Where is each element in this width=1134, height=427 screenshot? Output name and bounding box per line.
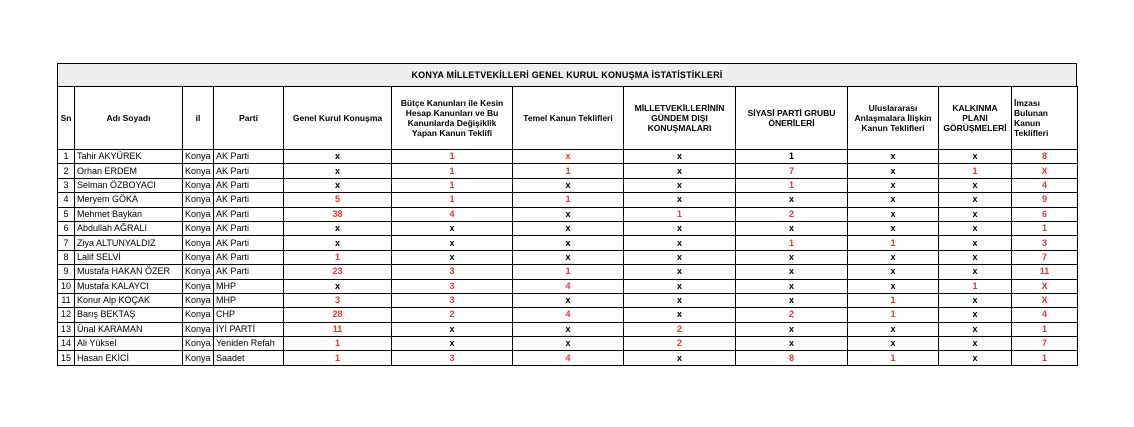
statistics-table — [57, 86, 1078, 366]
row-name: Hasan EKİCİ — [75, 351, 183, 365]
row-value-cell: x — [624, 265, 736, 279]
table-body — [58, 150, 1078, 366]
row-il: Konya — [183, 351, 214, 365]
row-value-cell: x — [736, 293, 848, 307]
row-name: Ünal KARAMAN — [75, 322, 183, 336]
row-parti: AK Parti — [214, 207, 284, 221]
row-value-cell: 1 — [284, 351, 392, 365]
row-value-cell: 3 — [392, 279, 513, 293]
row-value-cell: x — [392, 337, 513, 351]
row-value-cell: 1 — [848, 308, 939, 322]
table-row — [58, 337, 1078, 351]
row-value-cell: x — [284, 279, 392, 293]
row-value-cell: 1 — [939, 279, 1012, 293]
row-il: Konya — [183, 337, 214, 351]
row-value-cell: x — [624, 293, 736, 307]
row-sn: 14 — [58, 337, 75, 351]
row-value-cell: 7 — [1012, 337, 1078, 351]
row-value-cell: X — [1012, 164, 1078, 178]
row-value-cell: x — [736, 221, 848, 235]
table-row — [58, 351, 1078, 365]
row-sn: 6 — [58, 221, 75, 235]
row-value-cell: 1 — [513, 265, 624, 279]
row-name: Selman ÖZBOYACI — [75, 178, 183, 192]
table-title: KONYA MİLLETVEKİLLERİ GENEL KURUL KONUŞMA İSTATİSTİKLERİ — [57, 63, 1077, 86]
row-il: Konya — [183, 250, 214, 264]
row-value-cell: x — [624, 308, 736, 322]
row-value-cell: 11 — [284, 322, 392, 336]
row-value-cell: x — [848, 207, 939, 221]
table-row — [58, 164, 1078, 178]
row-sn: 15 — [58, 351, 75, 365]
row-value-cell: x — [848, 193, 939, 207]
row-value-cell: x — [848, 178, 939, 192]
row-il: Konya — [183, 193, 214, 207]
row-value-cell: 2 — [624, 337, 736, 351]
header-name: Adı Soyadı — [75, 87, 183, 150]
row-value-cell: 1 — [848, 236, 939, 250]
row-value-cell: x — [939, 250, 1012, 264]
row-value-cell: x — [848, 221, 939, 235]
row-sn: 3 — [58, 178, 75, 192]
table-row — [58, 293, 1078, 307]
row-parti: Yeniden Refah — [214, 337, 284, 351]
row-value-cell: x — [939, 293, 1012, 307]
row-value-cell: x — [736, 322, 848, 336]
row-value-cell: X — [1012, 279, 1078, 293]
row-sn: 8 — [58, 250, 75, 264]
table-row — [58, 308, 1078, 322]
header-il: il — [183, 87, 214, 150]
row-value-cell: 1 — [1012, 351, 1078, 365]
row-name: Mehmet Baykan — [75, 207, 183, 221]
row-value-cell: x — [284, 178, 392, 192]
row-value-cell: 8 — [736, 351, 848, 365]
row-sn: 4 — [58, 193, 75, 207]
row-value-cell: 4 — [513, 308, 624, 322]
row-value-cell: x — [624, 221, 736, 235]
row-value-cell: 1 — [939, 164, 1012, 178]
row-value-cell: x — [624, 279, 736, 293]
row-value-cell: 3 — [392, 351, 513, 365]
row-sn: 11 — [58, 293, 75, 307]
row-name: Meryem GÖKA — [75, 193, 183, 207]
row-parti: AK Parti — [214, 250, 284, 264]
header-gundem-disi: MİLLETVEKİLLERİNİN GÜNDEM DIŞI KONUŞMALARI — [624, 87, 736, 150]
row-value-cell: x — [736, 265, 848, 279]
row-value-cell: x — [513, 207, 624, 221]
row-value-cell: x — [392, 236, 513, 250]
row-value-cell: x — [513, 322, 624, 336]
header-imzasi: İmzası Bulunan Kanun Teklifleri — [1012, 87, 1078, 150]
row-name: Ali Yüksel — [75, 337, 183, 351]
row-il: Konya — [183, 293, 214, 307]
row-parti: MHP — [214, 293, 284, 307]
row-value-cell: 2 — [392, 308, 513, 322]
row-name: Abdullah AĞRALI — [75, 221, 183, 235]
row-parti: İYİ PARTİ — [214, 322, 284, 336]
row-value-cell: x — [513, 293, 624, 307]
row-value-cell: x — [939, 322, 1012, 336]
statistics-table-container — [57, 63, 1077, 366]
row-value-cell: x — [848, 279, 939, 293]
row-value-cell: 2 — [736, 207, 848, 221]
row-il: Konya — [183, 322, 214, 336]
row-value-cell: x — [513, 150, 624, 164]
row-value-cell: x — [736, 279, 848, 293]
row-value-cell: x — [848, 265, 939, 279]
row-il: Konya — [183, 221, 214, 235]
header-siyasi-parti: SİYASİ PARTİ GRUBU ÖNERİLERİ — [736, 87, 848, 150]
table-row — [58, 221, 1078, 235]
table-row — [58, 193, 1078, 207]
row-il: Konya — [183, 236, 214, 250]
row-sn: 7 — [58, 236, 75, 250]
row-value-cell: x — [624, 193, 736, 207]
row-value-cell: x — [939, 337, 1012, 351]
row-name: Mustafa HAKAN ÖZER — [75, 265, 183, 279]
row-value-cell: 1 — [392, 164, 513, 178]
row-value-cell: x — [513, 337, 624, 351]
row-value-cell: 1 — [848, 351, 939, 365]
row-value-cell: x — [848, 322, 939, 336]
row-parti: AK Parti — [214, 150, 284, 164]
row-il: Konya — [183, 178, 214, 192]
row-value-cell: 1 — [736, 150, 848, 164]
row-value-cell: x — [848, 150, 939, 164]
row-value-cell: 2 — [736, 308, 848, 322]
row-sn: 9 — [58, 265, 75, 279]
row-parti: AK Parti — [214, 193, 284, 207]
row-il: Konya — [183, 150, 214, 164]
row-value-cell: x — [736, 193, 848, 207]
header-parti: Parti — [214, 87, 284, 150]
row-name: Mustafa KALAYCI — [75, 279, 183, 293]
header-kalkinma: KALKINMA PLANI GÖRÜŞMELERİ — [939, 87, 1012, 150]
row-parti: AK Parti — [214, 221, 284, 235]
table-row — [58, 279, 1078, 293]
row-value-cell: x — [624, 236, 736, 250]
row-value-cell: x — [624, 250, 736, 264]
row-value-cell: 1 — [736, 236, 848, 250]
row-parti: CHP — [214, 308, 284, 322]
row-value-cell: 1 — [513, 193, 624, 207]
row-value-cell: x — [392, 221, 513, 235]
row-sn: 5 — [58, 207, 75, 221]
row-value-cell: 9 — [1012, 193, 1078, 207]
row-sn: 10 — [58, 279, 75, 293]
row-value-cell: x — [513, 221, 624, 235]
row-value-cell: x — [939, 221, 1012, 235]
row-il: Konya — [183, 279, 214, 293]
table-row — [58, 236, 1078, 250]
row-value-cell: 1 — [392, 193, 513, 207]
header-row — [58, 87, 1078, 150]
row-value-cell: x — [284, 236, 392, 250]
row-value-cell: x — [939, 236, 1012, 250]
row-value-cell: x — [624, 178, 736, 192]
row-value-cell: x — [284, 164, 392, 178]
row-value-cell: x — [513, 178, 624, 192]
row-value-cell: 3 — [392, 265, 513, 279]
row-parti: AK Parti — [214, 236, 284, 250]
row-value-cell: 1 — [736, 178, 848, 192]
row-value-cell: 1 — [513, 164, 624, 178]
row-value-cell: x — [624, 150, 736, 164]
row-value-cell: 1 — [392, 178, 513, 192]
row-parti: MHP — [214, 279, 284, 293]
row-value-cell: 38 — [284, 207, 392, 221]
row-value-cell: 1 — [1012, 322, 1078, 336]
row-sn: 2 — [58, 164, 75, 178]
row-value-cell: x — [939, 351, 1012, 365]
header-sn: Sn — [58, 87, 75, 150]
row-value-cell: 6 — [1012, 207, 1078, 221]
row-value-cell: 7 — [736, 164, 848, 178]
row-value-cell: 1 — [848, 293, 939, 307]
row-value-cell: x — [513, 236, 624, 250]
row-value-cell: 2 — [624, 322, 736, 336]
row-value-cell: x — [736, 337, 848, 351]
row-value-cell: 8 — [1012, 150, 1078, 164]
row-value-cell: 4 — [513, 351, 624, 365]
row-value-cell: x — [939, 308, 1012, 322]
row-value-cell: 4 — [392, 207, 513, 221]
row-value-cell: x — [939, 265, 1012, 279]
row-il: Konya — [183, 164, 214, 178]
row-sn: 1 — [58, 150, 75, 164]
row-value-cell: 28 — [284, 308, 392, 322]
row-value-cell: x — [939, 178, 1012, 192]
row-value-cell: 1 — [624, 207, 736, 221]
row-value-cell: x — [848, 337, 939, 351]
row-value-cell: 4 — [1012, 178, 1078, 192]
row-value-cell: 3 — [284, 293, 392, 307]
row-value-cell: 3 — [1012, 236, 1078, 250]
row-value-cell: 3 — [392, 293, 513, 307]
row-value-cell: x — [392, 250, 513, 264]
row-value-cell: 1 — [284, 337, 392, 351]
row-value-cell: x — [939, 193, 1012, 207]
header-butce: Bütçe Kanunları ile Kesin Hesap Kanunları ve Bu Kanunlarda Değişiklik Yapan Kanun Teklifi — [392, 87, 513, 150]
table-row — [58, 250, 1078, 264]
row-parti: AK Parti — [214, 178, 284, 192]
row-value-cell: x — [848, 164, 939, 178]
row-name: Ziya ALTUNYALDIZ — [75, 236, 183, 250]
row-sn: 12 — [58, 308, 75, 322]
table-row — [58, 265, 1078, 279]
row-value-cell: x — [736, 250, 848, 264]
table-row — [58, 322, 1078, 336]
row-value-cell: 23 — [284, 265, 392, 279]
header-uluslararasi: Uluslararası Anlaşmalara İlişkin Kanun Teklifleri — [848, 87, 939, 150]
row-value-cell: x — [392, 322, 513, 336]
row-il: Konya — [183, 207, 214, 221]
row-name: Lalif SELVİ — [75, 250, 183, 264]
header-temel-kanun: Temel Kanun Teklifleri — [513, 87, 624, 150]
row-name: Tahir AKYÜREK — [75, 150, 183, 164]
row-value-cell: 7 — [1012, 250, 1078, 264]
row-parti: AK Parti — [214, 164, 284, 178]
row-name: Barış BEKTAŞ — [75, 308, 183, 322]
row-name: Orhan ERDEM — [75, 164, 183, 178]
row-value-cell: x — [513, 250, 624, 264]
row-value-cell: 1 — [392, 150, 513, 164]
table-row — [58, 207, 1078, 221]
row-value-cell: 1 — [1012, 221, 1078, 235]
row-parti: Saadet — [214, 351, 284, 365]
row-value-cell: x — [848, 250, 939, 264]
row-name: Konur Alp KOÇAK — [75, 293, 183, 307]
row-value-cell: 4 — [513, 279, 624, 293]
row-value-cell: x — [284, 221, 392, 235]
header-genel-kurul: Genel Kurul Konuşma — [284, 87, 392, 150]
table-row — [58, 178, 1078, 192]
row-value-cell: 4 — [1012, 308, 1078, 322]
row-il: Konya — [183, 308, 214, 322]
row-value-cell: x — [624, 351, 736, 365]
row-value-cell: 11 — [1012, 265, 1078, 279]
row-value-cell: x — [624, 164, 736, 178]
row-parti: AK Parti — [214, 265, 284, 279]
row-value-cell: x — [939, 150, 1012, 164]
row-value-cell: 1 — [284, 250, 392, 264]
row-value-cell: x — [939, 207, 1012, 221]
row-il: Konya — [183, 265, 214, 279]
row-value-cell: 5 — [284, 193, 392, 207]
row-sn: 13 — [58, 322, 75, 336]
row-value-cell: x — [284, 150, 392, 164]
table-row — [58, 150, 1078, 164]
row-value-cell: X — [1012, 293, 1078, 307]
